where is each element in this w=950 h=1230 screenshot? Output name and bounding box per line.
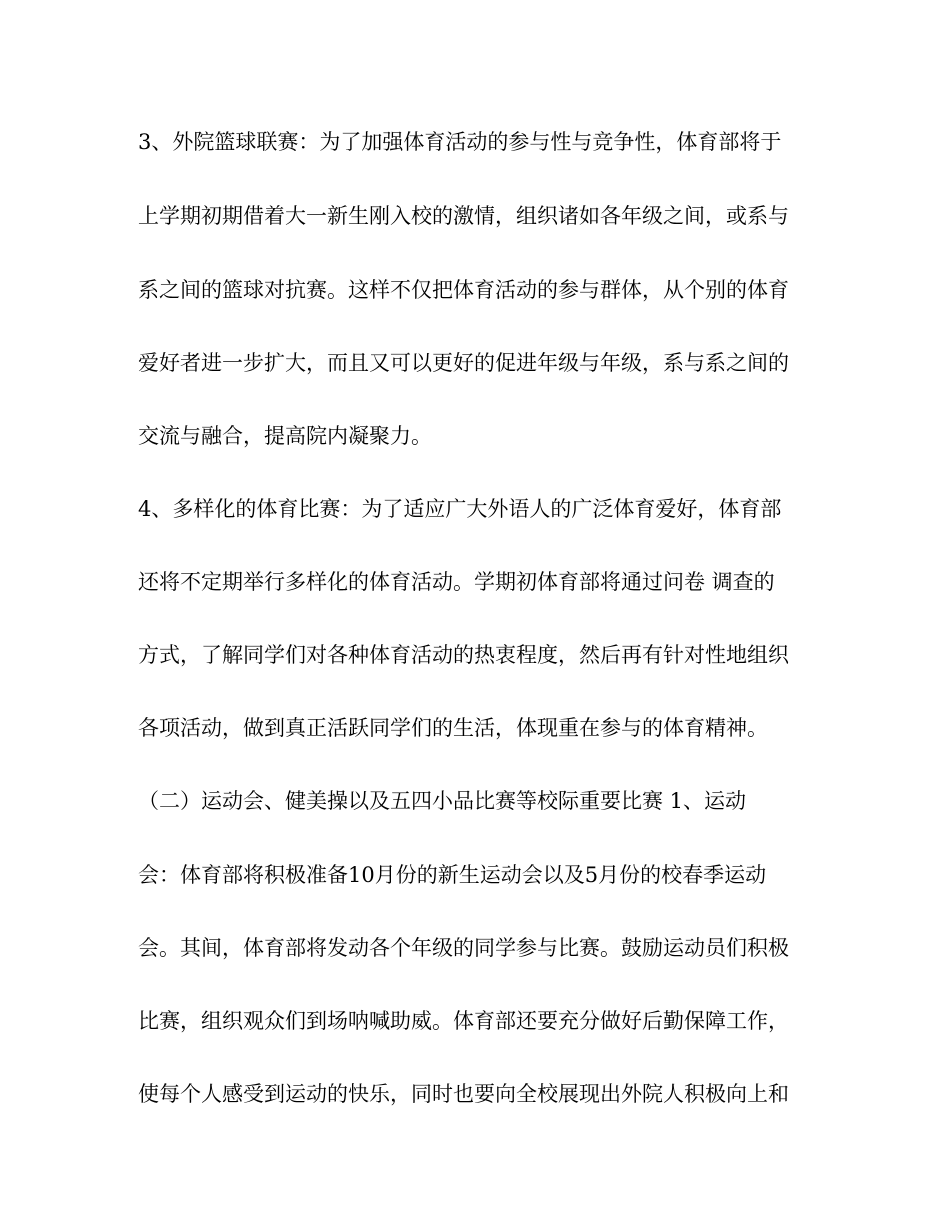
text-line-14: 使每个人感受到运动的快乐，同时也要向全校展现出外院人积极向上和 — [138, 1082, 789, 1106]
text-line-11: 会：体育部将积极准备10月份的新生运动会以及5月份的校春季运动 — [138, 863, 767, 887]
text-line-4: 爱好者进一步扩大，而且又可以更好的促进年级与年级，系与系之间的 — [138, 351, 789, 375]
text-line-5: 交流与融合，提高院内凝聚力。 — [138, 424, 432, 448]
text-line-10: （二）运动会、健美操以及五四小品比赛等校际重要比赛 1、运动 — [138, 789, 747, 813]
text-line-8: 方式，了解同学们对各种体育活动的热衷程度，然后再有针对性地组织 — [138, 643, 789, 667]
text-line-7: 还将不定期举行多样化的体育活动。学期初体育部将通过问卷 调查的 — [138, 570, 775, 594]
text-line-13: 比赛，组织观众们到场呐喊助威。体育部还要充分做好后勤保障工作， — [138, 1009, 789, 1033]
text-line-1: 3、外院篮球联赛：为了加强体育活动的参与性与竞争性，体育部将于 — [138, 130, 782, 154]
text-line-6: 4、多样化的体育比赛：为了适应广大外语人的广泛体育爱好，体育部 — [138, 497, 782, 521]
text-line-3: 系之间的篮球对抗赛。这样不仅把体育活动的参与群体，从个别的体育 — [138, 278, 789, 302]
text-line-12: 会。其间，体育部将发动各个年级的同学参与比赛。鼓励运动员们积极 — [138, 936, 789, 960]
text-line-2: 上学期初期借着大一新生刚入校的激情，组织诸如各年级之间，或系与 — [138, 204, 789, 228]
text-line-9: 各项活动，做到真正活跃同学们的生活，体现重在参与的体育精神。 — [138, 716, 768, 740]
